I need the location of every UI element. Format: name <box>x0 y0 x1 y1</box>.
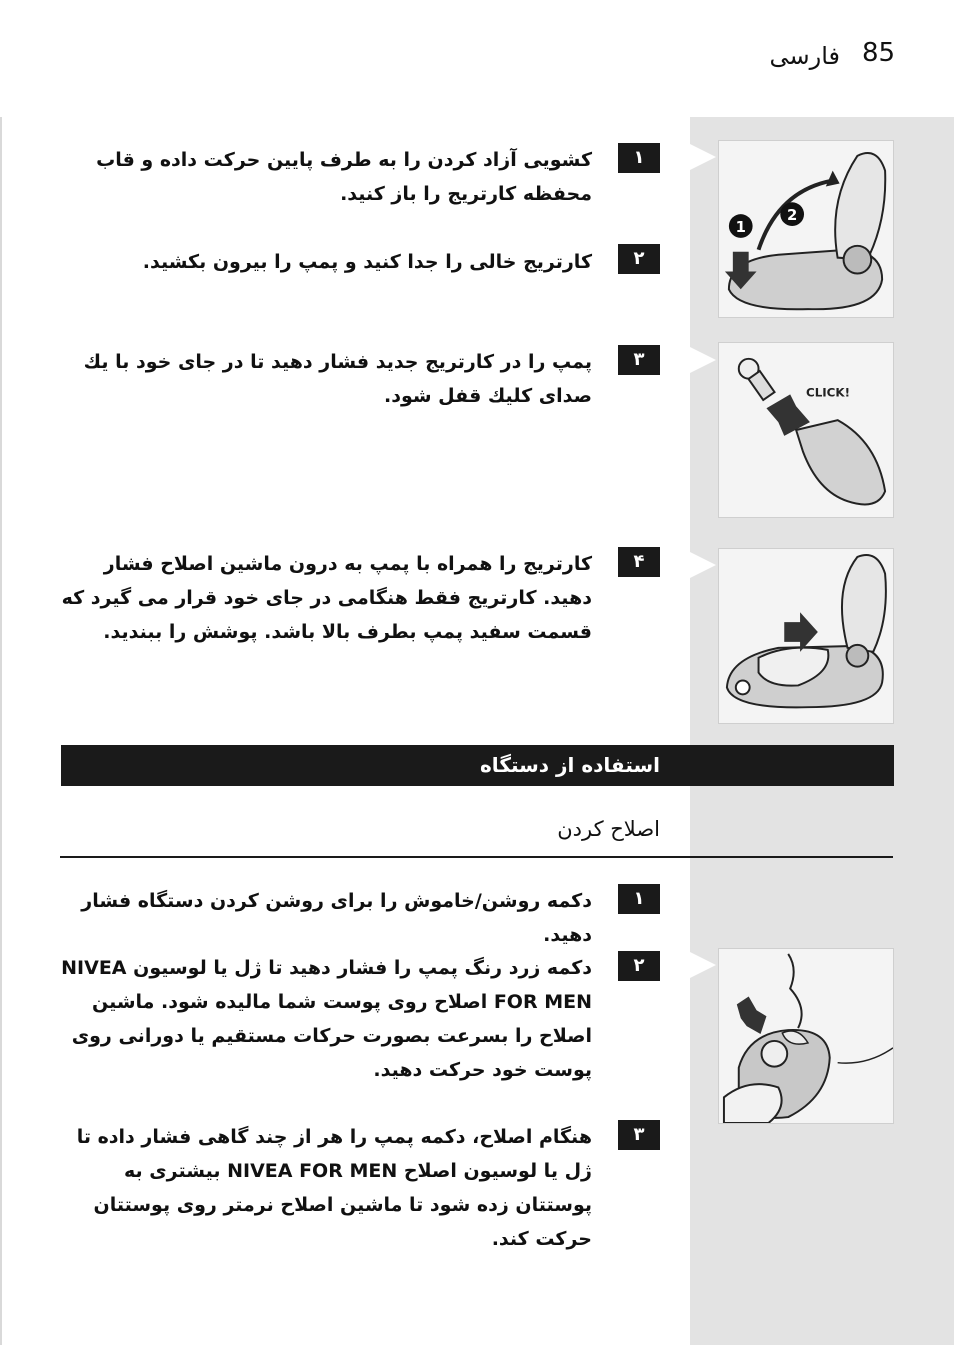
shave-step-number-3: ۳ <box>618 1120 660 1150</box>
figure-insert-cartridge <box>718 548 894 724</box>
press-pump-shaving-illustration <box>719 949 893 1123</box>
pointer-arrow-4 <box>690 952 716 978</box>
pointer-arrow-2 <box>690 347 716 373</box>
click-label: CLICK! <box>806 385 850 400</box>
open-cartridge-cover-illustration <box>719 141 893 317</box>
insert-cartridge-illustration <box>719 549 893 723</box>
left-margin-line <box>0 117 2 1345</box>
shave-step-text-2: دکمه زرد رنگ پمپ را فشار دهید تا ژل یا لوسیون NIVEA FOR MEN اصلاح روی پوست شما مالیده شود. ماشین اصلاح را بسرعت بصورت حرکات مستقیم یا دورانی روی پوست خود حرکت دهید. <box>61 957 592 1081</box>
subsection-divider <box>60 856 893 858</box>
figure-marker-1: 1 <box>735 218 746 236</box>
step-number-4: ۴ <box>618 547 660 577</box>
step-text-4: کارتریج را همراه با پمپ به درون ماشین اصلاح فشار دهید. کارتریج فقط هنگامی در جای خود قرار می گیرد که قسمت سفید پمپ بطرف بالا باشد. پوشش را ببندید. <box>61 553 592 643</box>
shave-step-number-2: ۲ <box>618 951 660 981</box>
figure-marker-2: 2 <box>787 207 798 225</box>
pointer-arrow-1 <box>690 144 716 170</box>
step-text-1: کشویی آزاد کردن را به طرف پایین حرکت داده و قاب محفظه کارتریج را باز کنید. <box>96 149 592 205</box>
pointer-arrow-3 <box>690 552 716 578</box>
shave-step-number-1: ۱ <box>618 884 660 914</box>
step-number-3: ۳ <box>618 345 660 375</box>
subsection-title: اصلاح کردن <box>557 817 660 841</box>
shave-step-text-1: دکمه روشن/خاموش را برای روشن کردن دستگاه فشار دهید. <box>81 890 592 946</box>
figure-pump-click <box>718 342 894 518</box>
step-number-1: ۱ <box>618 143 660 173</box>
pump-into-cartridge-illustration <box>719 343 893 517</box>
header-language: فارسی <box>769 42 840 70</box>
figure-open-cover <box>718 140 894 318</box>
page-number: 85 <box>862 38 896 68</box>
shave-step-text-3: هنگام اصلاح، دکمه پمپ را هر از چند گاهی فشار داده تا ژل یا لوسیون اصلاح NIVEA FOR MEN بیشتری به پوستتان زده شود تا ماشین اصلاح نرمتر روی پوستتان حرکت کند. <box>76 1126 592 1250</box>
step-number-2: ۲ <box>618 244 660 274</box>
step-text-3: پمپ را در کارتریج جدید فشار دهید تا در جای خود با یك صدای کلیك قفل شود. <box>83 351 592 407</box>
section-title: استفاده از دستگاه <box>480 753 660 777</box>
figure-press-pump <box>718 948 894 1124</box>
step-text-2: کارتریج خالی را جدا کنید و پمپ را بیرون بکشید. <box>142 251 592 273</box>
